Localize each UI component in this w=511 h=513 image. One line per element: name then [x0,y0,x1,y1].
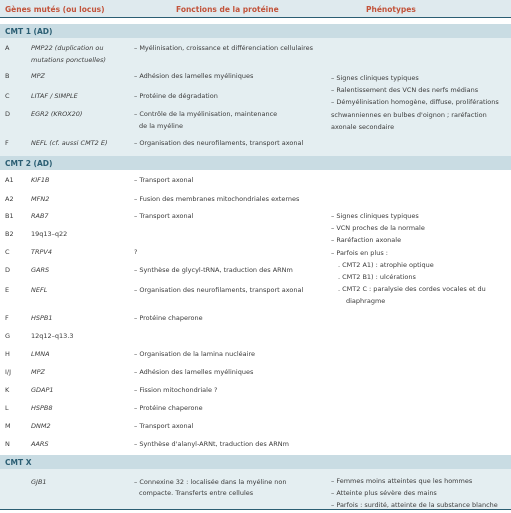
section-cmtx [0,455,511,469]
gene-cell: HSPB8 [31,404,53,412]
function-cell: – Synthèse d'alanyl-ARNt, traduction des ARNm [134,440,289,448]
gene-cell: NEFL [31,286,48,294]
phenotype-line: – VCN proches de la normale [331,224,425,233]
type-cell: B2 [5,230,14,238]
gene-cell: GDAP1 [31,386,54,394]
phenotype-line: . CMT2 C : paralysie des cordes vocales et du [338,285,486,294]
gene-cell: GARS [31,266,50,274]
gene-cell: MPZ [31,368,45,376]
function-cell: compacte. Transferts entre cellules [139,489,254,497]
section-title: CMT 2 (AD) [5,159,53,168]
gene-cell: DNM2 [31,422,51,430]
gene-cell: AARS [31,440,49,448]
gene-cell: 12q12–q13.3 [31,332,74,340]
type-cell: F [5,314,9,322]
phenotype-line: schwanniennes en bulbes d'oignon ; raréfaction [331,110,487,119]
table-bottom-rule [0,509,511,510]
type-cell: H [5,350,10,358]
type-cell: E [5,286,10,294]
phenotype-line: – Raréfaction axonale [331,236,402,245]
function-cell: – Transport axonal [134,422,194,430]
type-cell: G [5,332,11,340]
gene-cell: RAB7 [31,212,49,220]
function-cell: – Protéine chaperone [134,404,203,412]
gene-cell: HSPB1 [31,314,53,322]
function-cell: – Organisation de la lamina nucléaire [134,350,255,358]
gene-cell: MPZ [31,72,45,80]
type-cell: D [5,266,11,274]
function-cell: – Organisation des neurofilaments, transport axonal [134,139,304,147]
cmt2-phenotypes [331,210,486,308]
function-cell: – Adhésion des lamelles myéliniques [134,72,254,80]
function-cell: – Fusion des membranes mitochondriales externes [134,195,300,203]
phenotype-line: – Signes cliniques typiques [331,212,419,220]
type-cell: D [5,110,11,118]
phenotype-line: . CMT2 A1) : atrophie optique [338,260,434,269]
cmtx-phenotypes [331,475,498,512]
cmt1-phenotypes [331,72,499,133]
gene-cell: LITAF / SIMPLE [31,92,78,100]
type-cell: F [5,139,9,147]
phenotype-line: diaphragme [346,297,386,306]
function-cell: de la myéline [139,122,183,130]
phenotype-line: – Femmes moins atteintes que les hommes [331,477,473,485]
function-cell: ? [134,248,138,256]
section-cmt1 [0,24,511,38]
function-cell: – Protéine chaperone [134,314,203,322]
function-cell: – Connexine 32 : localisée dans la myéline non [134,478,287,486]
header-genes: Gènes mutés (ou locus) [5,5,105,14]
type-cell: C [5,248,10,256]
gene-cell: PMP22 (duplication ou [31,44,104,52]
phenotype-line: – Parfois : surdité, atteinte de la substance blanche [331,501,498,510]
phenotype-line: . CMT2 B1) : ulcérations [338,273,416,282]
gene-cell: TRPV4 [31,248,52,256]
function-cell: – Protéine de dégradation [134,92,218,100]
phenotype-line: axonale secondaire [331,122,395,131]
section-title: CMT X [5,458,32,467]
type-cell: L [5,404,9,412]
type-cell: A [5,44,10,52]
function-cell: – Transport axonal [134,176,194,184]
function-cell: – Myélinisation, croissance et différenciation cellulaires [134,44,314,52]
function-cell: – Adhésion des lamelles myéliniques [134,368,254,376]
section-title: CMT 1 (AD) [5,27,53,36]
function-cell: – Organisation des neurofilaments, transport axonal [134,286,304,294]
function-cell: – Contrôle de la myélinisation, maintenance [134,110,278,118]
phenotype-line: – Parfois en plus : [331,248,389,257]
phenotype-line: – Ralentissement des VCN des nerfs médians [331,86,479,95]
gene-cell: mutations ponctuelles) [31,56,106,64]
gene-cell: EGR2 (KROX20) [31,110,83,118]
type-cell: C [5,92,10,100]
type-cell: I/J [5,368,12,376]
phenotype-line: – Signes cliniques typiques [331,74,419,82]
phenotype-line: – Atteinte plus sévère des mains [331,489,437,498]
header-phenotypes: Phénotypes [366,5,416,14]
type-cell: B [5,72,10,80]
function-cell: – Transport axonal [134,212,194,220]
function-cell: – Synthèse de glycyl-tRNA, traduction des ARNm [134,266,293,274]
section-cmt2 [0,156,511,170]
gene-cell: GJB1 [31,478,47,486]
gene-cell: LMNA [31,350,50,358]
gene-cell: MFN2 [31,195,50,203]
type-cell: K [5,386,10,394]
type-cell: M [5,422,11,430]
header-fonctions: Fonctions de la protéine [176,5,279,14]
type-cell: A1 [5,176,14,184]
type-cell: B1 [5,212,14,220]
function-cell: – Fission mitochondriale ? [134,386,218,394]
gene-cell: KIF1B [31,176,50,184]
phenotype-line: – Démyélinisation homogène, diffuse, proliférations [331,98,499,107]
gene-cell: 19q13–q22 [31,230,68,238]
type-cell: N [5,440,10,448]
table-header [0,0,511,18]
type-cell: A2 [5,195,14,203]
gene-cell: NEFL (cf. aussi CMT2 E) [31,139,108,147]
